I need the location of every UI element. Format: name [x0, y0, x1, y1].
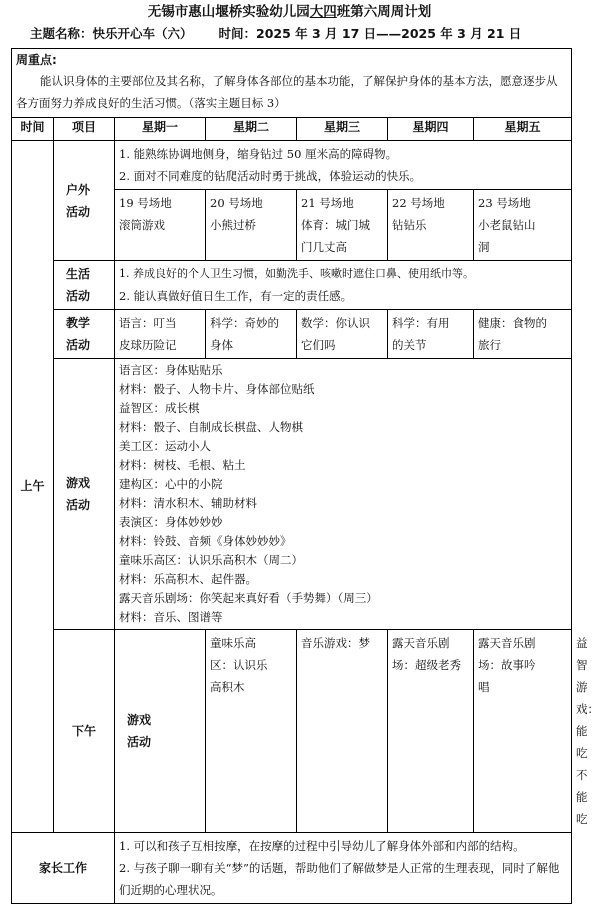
- afternoon-thursday-3: 唱: [478, 680, 490, 694]
- outdoor-goal-2: 2. 面对不同难度的钻爬活动时勇于挑战，体验运动的快乐。: [119, 169, 422, 183]
- teaching-wednesday-1: 数学：你认识: [301, 316, 370, 330]
- teaching-label-line2: 活动: [66, 338, 91, 352]
- document-title: [0, 2, 579, 22]
- teaching-row: [12, 310, 572, 359]
- parents-label: 家长工作: [12, 833, 115, 904]
- afternoon-monday-3: 高积木: [210, 680, 245, 694]
- teaching-tuesday: [206, 310, 297, 359]
- games-line-11: 童味乐高区：认识乐高积木（周二）: [119, 553, 303, 567]
- teaching-thursday: [388, 310, 474, 359]
- afternoon-thursday: [474, 630, 572, 833]
- games-line-3: 益智区：成长棋: [119, 401, 200, 415]
- games-line-8: 材料：清水积木、辅助材料: [119, 496, 257, 510]
- games-label-line1: 游戏: [66, 476, 91, 490]
- parents-row: [12, 833, 572, 904]
- afternoon-monday-2: 区：认识乐: [210, 658, 268, 672]
- header-friday: 星期五: [474, 118, 572, 141]
- games-line-14: 材料：音乐、图谱等: [119, 610, 223, 624]
- outdoor-friday: [474, 190, 572, 261]
- afternoon-row: 下午 游戏 活动 童味乐高 区：认识乐 高积木 音乐游戏：梦 露天音乐剧 场：超级老秀 露天音乐剧 场：故事吟 唱 益智游戏：能 吃不能吃: [12, 630, 572, 833]
- life-content: [115, 261, 572, 310]
- header-wednesday: 星期三: [297, 118, 388, 141]
- outdoor-goals: [115, 141, 572, 190]
- outdoor-label-line1: 户外: [66, 182, 91, 197]
- header-thursday: 星期四: [388, 118, 474, 141]
- afternoon-wednesday-2: 场：超级老秀: [392, 658, 461, 672]
- teaching-monday: [115, 310, 206, 359]
- life-label-line2: 活动: [66, 289, 91, 303]
- afternoon-thursday-1: 露天音乐剧: [478, 636, 536, 650]
- teaching-tuesday-1: 科学：奇妙的: [210, 316, 279, 330]
- afternoon-monday-1: 童味乐高: [210, 636, 256, 650]
- games-content: [115, 359, 572, 630]
- games-row: [12, 359, 572, 630]
- games-line-2: 材料：骰子、人物卡片、身体部位贴纸: [119, 382, 315, 396]
- outdoor-thursday-game: 钻钻乐: [392, 218, 427, 232]
- afternoon-thursday-2: 场：故事吟: [478, 658, 536, 672]
- outdoor-goal-1: 1. 能熟练协调地侧身，缩身钻过 50 厘米高的障碍物。: [119, 147, 398, 161]
- header-time: 时间: [12, 118, 54, 141]
- teaching-label-line1: 教学: [66, 316, 91, 330]
- afternoon-games-label-line1: 游戏: [127, 713, 152, 727]
- outdoor-monday-field: 19 号场地: [119, 196, 172, 210]
- header-tuesday: 星期二: [206, 118, 297, 141]
- document-subtitle: [30, 26, 521, 42]
- outdoor-wednesday-game-2: 门几丈高: [301, 240, 347, 254]
- parents-content: [115, 833, 572, 904]
- games-line-1: 语言区：身体贴贴乐: [119, 363, 223, 377]
- afternoon-label: 下午: [54, 630, 115, 833]
- games-label: [54, 359, 115, 630]
- parents-line-1: 1. 可以和孩子互相按摩，在按摩的过程中引导幼儿了解身体外部和内部的结构。: [119, 839, 525, 853]
- teaching-monday-1: 语言：叮当: [119, 316, 177, 330]
- games-label-line2: 活动: [66, 498, 91, 512]
- theme-name: 主题名称：快乐开心车（六）: [30, 26, 193, 41]
- life-line-1: 1. 养成良好的个人卫生习惯，如勤洗手、咳嗽时遮住口鼻、使用纸巾等。: [119, 267, 474, 280]
- weekly-focus-title: 周重点:: [16, 53, 57, 67]
- life-label-line1: 生活: [66, 267, 91, 281]
- header-monday: 星期一: [115, 118, 206, 141]
- outdoor-thursday: [388, 190, 474, 261]
- afternoon-tuesday-1: 音乐游戏：梦: [301, 636, 370, 650]
- outdoor-tuesday-field: 20 号场地: [210, 196, 263, 210]
- outdoor-goals-row: [12, 141, 572, 190]
- date-range: 时间：2025 年 3 月 17 日——2025 年 3 月 21 日: [218, 26, 522, 41]
- title-suffix: 班第六周周计划: [336, 4, 432, 20]
- teaching-label: [54, 310, 115, 359]
- teaching-thursday-2: 的关节: [392, 338, 427, 352]
- games-line-5: 美工区：运动小人: [119, 439, 211, 453]
- outdoor-label: [54, 141, 115, 261]
- afternoon-wednesday: [388, 630, 474, 833]
- outdoor-monday: [115, 190, 206, 261]
- parents-line-2: 2. 与孩子聊一聊有关“梦”的话题，帮助他们了解做梦是人正常的生理表现，同时了解他们近期的心理状况。: [119, 861, 560, 897]
- table-header-row: [12, 118, 572, 141]
- games-line-12: 材料：乐高积木、起件器。: [119, 572, 257, 586]
- morning-label: 上午: [12, 141, 54, 833]
- teaching-wednesday-2: 它们吗: [301, 338, 336, 352]
- life-label: [54, 261, 115, 310]
- outdoor-wednesday: [297, 190, 388, 261]
- outdoor-tuesday: [206, 190, 297, 261]
- life-row: [12, 261, 572, 310]
- outdoor-thursday-field: 22 号场地: [392, 196, 445, 210]
- outdoor-wednesday-field: 21 号场地: [301, 196, 354, 210]
- teaching-wednesday: [297, 310, 388, 359]
- title-school: 无锡市惠山堰桥实验幼儿园: [147, 4, 310, 20]
- games-line-4: 材料：骰子、自制成长棋盘、人物棋: [119, 420, 303, 434]
- afternoon-wednesday-1: 露天音乐剧: [392, 636, 450, 650]
- title-class: 大四: [309, 4, 337, 20]
- teaching-monday-2: 皮球历险记: [119, 338, 177, 352]
- afternoon-monday: [206, 630, 297, 833]
- teaching-tuesday-2: 身体: [210, 338, 233, 352]
- outdoor-friday-game-2: 洞: [478, 240, 490, 254]
- life-line-2: 2. 能认真做好值日生工作，有一定的责任感。: [119, 289, 353, 303]
- games-line-10: 材料：铃鼓、音频《身体妙妙妙》: [119, 534, 292, 548]
- games-line-13: 露天音乐剧场：你笑起来真好看（手势舞）（周三）: [119, 591, 378, 605]
- weekly-plan-table: [11, 48, 599, 904]
- outdoor-monday-game: 滚筒游戏: [119, 218, 165, 232]
- outdoor-wednesday-game-1: 体育：城门城: [301, 218, 370, 232]
- games-line-7: 建构区：心中的小院: [119, 477, 223, 491]
- afternoon-games-label-line2: 活动: [127, 735, 152, 749]
- outdoor-friday-game-1: 小老鼠钻山: [478, 218, 536, 232]
- header-item: 项目: [54, 118, 115, 141]
- teaching-thursday-1: 科学：有用: [392, 316, 450, 330]
- outdoor-label-line2: 活动: [66, 204, 91, 219]
- teaching-friday-2: 旅行: [478, 338, 501, 352]
- afternoon-games-label: [115, 630, 206, 833]
- weekly-focus: [12, 49, 572, 118]
- outdoor-tuesday-game: 小熊过桥: [210, 218, 256, 232]
- games-line-6: 材料：树枝、毛根、粘土: [119, 458, 246, 472]
- weekly-focus-text: 能认识身体的主要部位及其名称，了解身体各部位的基本功能，了解保护身体的基本方法，愿意逐步从各方面努力养成良好的生活习惯。（落实主题目标 3）: [16, 74, 558, 110]
- teaching-friday: [474, 310, 572, 359]
- games-line-9: 表演区：身体妙妙妙: [119, 515, 223, 529]
- afternoon-tuesday: [297, 630, 388, 833]
- teaching-friday-1: 健康：食物的: [478, 316, 547, 330]
- outdoor-friday-field: 23 号场地: [478, 196, 531, 210]
